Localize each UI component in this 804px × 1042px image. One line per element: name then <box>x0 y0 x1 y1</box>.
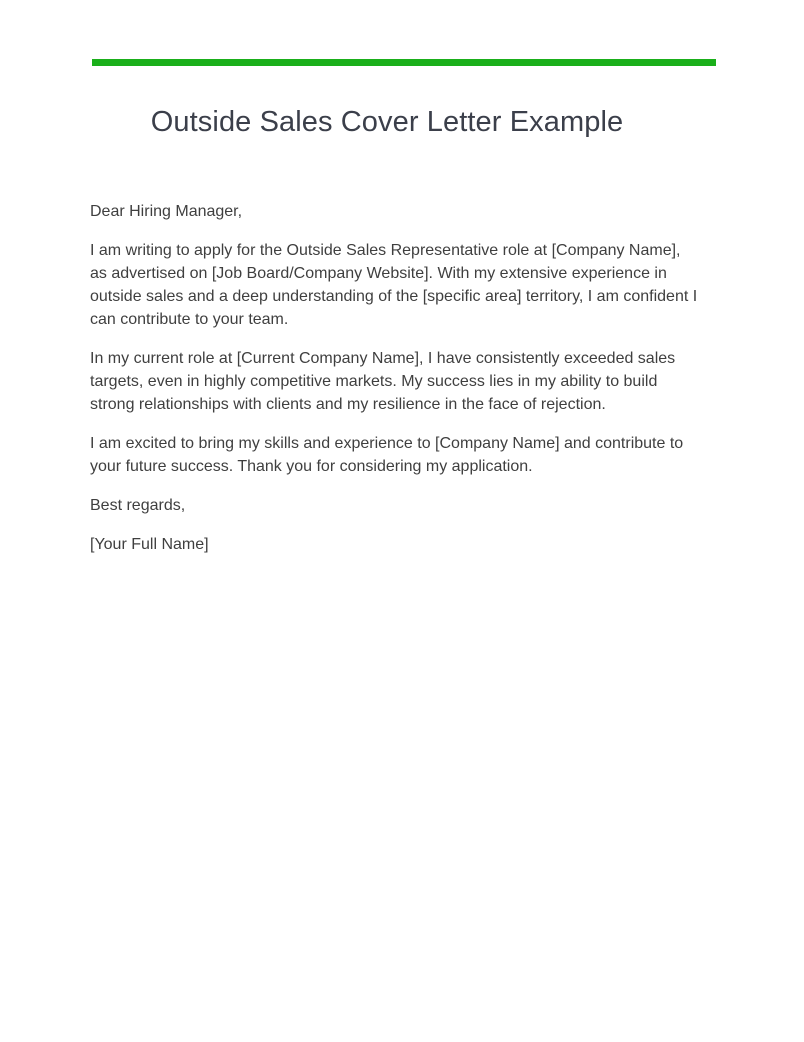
salutation: Dear Hiring Manager, <box>90 203 243 220</box>
page-title: Outside Sales Cover Letter Example <box>150 106 624 138</box>
signature: [Your Full Name] <box>90 536 209 553</box>
paragraph-experience: In my current role at [Current Company Name], I have consistently exceeded sales targets, even in highly competitive markets. My success lies in my ability to build strong relationships with clients and my resilience in the face of rejection. <box>90 350 676 413</box>
letter-body <box>90 200 700 572</box>
accent-bar <box>92 59 716 66</box>
closing: Best regards, <box>90 497 186 514</box>
paragraph-intro: I am writing to apply for the Outside Sales Representative role at [Company Name], as advertised on [Job Board/Company Website]. With my extensive experience in outside sales and a deep understanding of the [specific area] territory, I am confident I can contribute to your team. <box>90 242 698 328</box>
paragraph-closing: I am excited to bring my skills and experience to [Company Name] and contribute to your future success. Thank you for considering my application. <box>90 435 684 475</box>
